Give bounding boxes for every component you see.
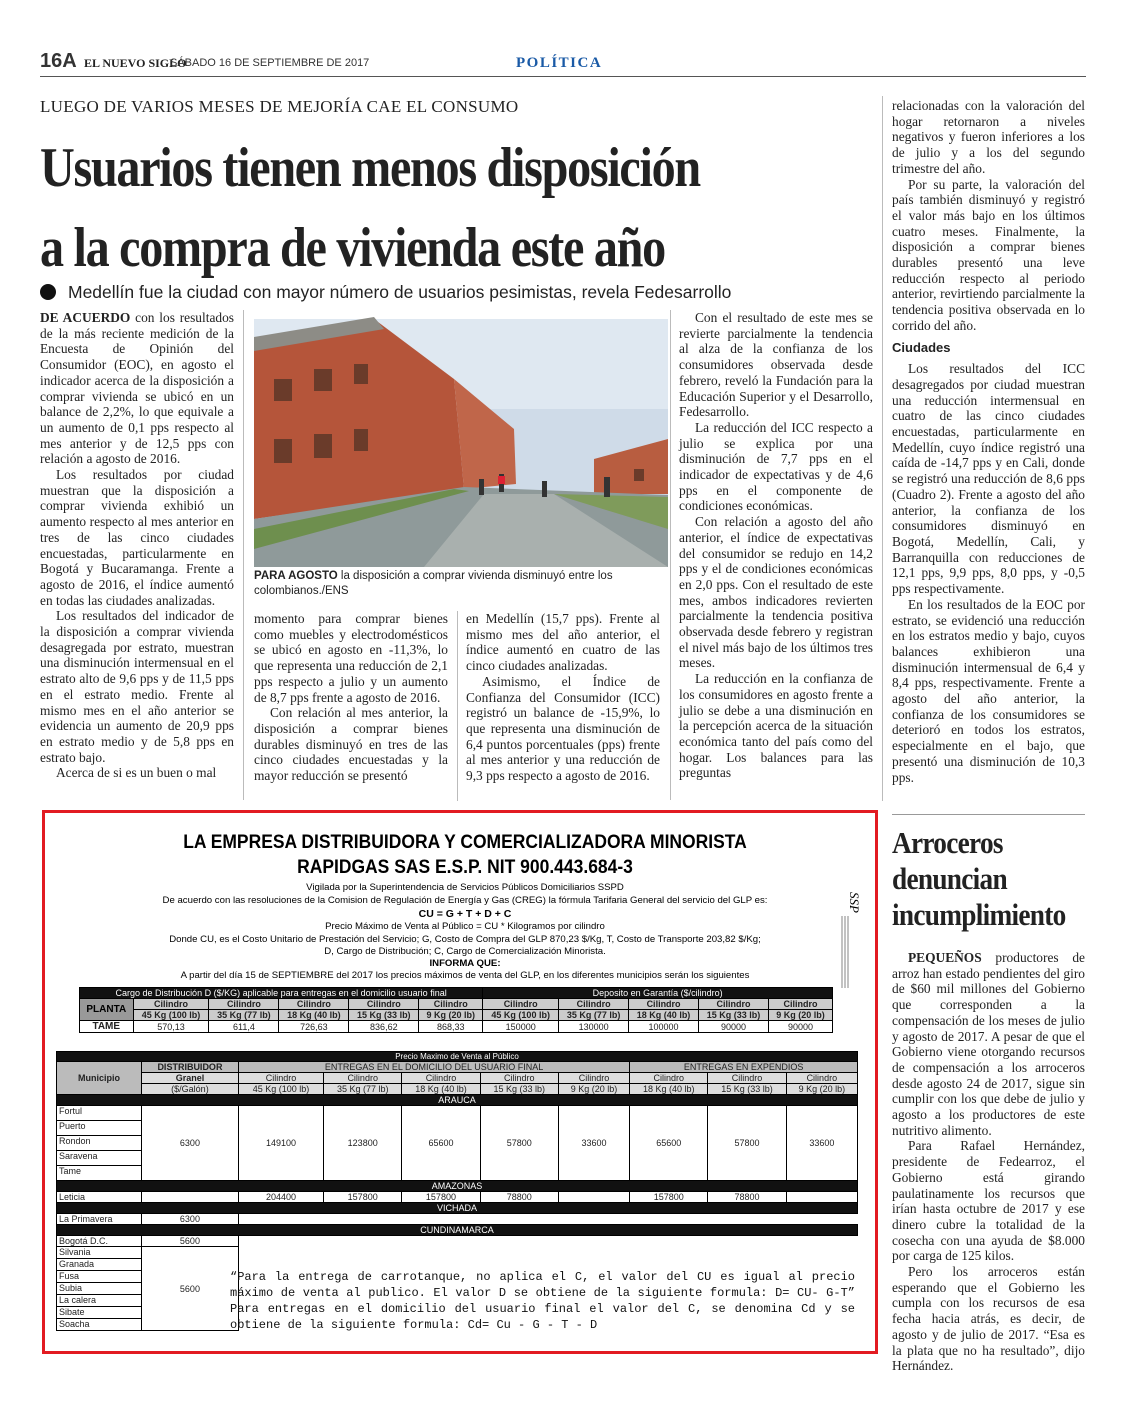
planta-header: PLANTA	[80, 999, 134, 1021]
region-header: AMAZONAS	[57, 1181, 858, 1192]
town-list	[57, 1247, 142, 1331]
paragraph: Con relación al mes anterior, la disposición a comprar bienes durables disminuyó en tres de las cinco ciudades encuestadas y la mayor reducción se presentó	[254, 705, 448, 784]
size-header: 9 Kg (20 lb)	[768, 1010, 832, 1021]
size-header: 45 Kg (100 lb)	[483, 1010, 559, 1021]
size-header: Cilindro	[238, 1073, 323, 1084]
town-name: Sibate	[57, 1307, 141, 1319]
table-header: Cargo de Distribución D ($/KG) aplicable para entregas en el domicilio usuario final	[80, 988, 483, 999]
distribuidor-header: DISTRIBUIDOR	[142, 1062, 239, 1073]
size-header: 18 Kg (40 lb)	[630, 1084, 708, 1095]
table-cell: 157800	[630, 1192, 708, 1203]
size-header: 35 Kg (77 lb)	[559, 1010, 629, 1021]
town-name: Saravena	[57, 1151, 141, 1166]
town-name: Silvania	[57, 1247, 141, 1259]
size-header: 35 Kg (77 lb)	[324, 1084, 402, 1095]
ad-footnote: “Para la entrega de carrotanque, no aplica el C, el valor del CU es igual al precio máximo de venta al publico. El valor D se obtiene de la siguiente formula: D= CU- G-T” Para entregas en el domicilio del usuario final el valor del C, se denomina Cd y se obtiene de la siguiente formula: Cd= Cu - G - T - D	[230, 1270, 855, 1332]
article-photo	[254, 319, 668, 567]
article-subhead	[40, 282, 731, 303]
paragraph: Con el resultado de este mes se revierte parcialmente la tendencia al alza de la confianza de los consumidores observada desde febrero, reveló la Fundación para la Educación Superior y el Desarrollo, Fedesarrollo.	[679, 310, 873, 420]
drop-lead: DE ACUERDO	[40, 310, 131, 325]
size-header: Cilindro	[629, 999, 699, 1010]
table-cell	[558, 1192, 629, 1203]
table-cell: 868,33	[419, 1021, 483, 1033]
paragraph	[892, 950, 1085, 1138]
table-cell: 5600	[142, 1247, 239, 1331]
table-cell: 611,4	[209, 1021, 279, 1033]
paragraph: Pero los arroceros están esperando que el Gobierno les cumpla con los recursos de esa fecha hacia atrás, es decir, de agosto y de julio de 2017. “Esa es la plata que no ha resultado”, dijo Hernández.	[892, 1264, 1085, 1374]
section-subhead: Ciudades	[892, 339, 951, 355]
size-header: Cilindro	[786, 1073, 857, 1084]
table-cell: 57800	[708, 1106, 786, 1181]
table-cell: 6300	[142, 1106, 239, 1181]
size-header: Cilindro	[558, 1073, 629, 1084]
size-header: Cilindro	[630, 1073, 708, 1084]
column-rule	[457, 611, 458, 801]
size-header: 15 Kg (33 lb)	[699, 1010, 769, 1021]
paragraph: Con relación a agosto del año anterior, el índice de expectativas del consumidor se redujo en 14,2 pps y el de condiciones económicas en 2,0 pps. Con el resultado de este mes, ambos indicadores revierten parcialmente la tendencia positiva observada desde febrero y registran el nivel más bajo de los últimos tres meses.	[679, 514, 873, 671]
town-name: Granada	[57, 1259, 141, 1271]
paragraph: en Medellín (15,7 pps). Frente al mismo mes del año anterior, el índice aumentó en cuatro de las cinco ciudades analizadas.	[466, 611, 660, 674]
page-number: 16A	[40, 50, 77, 72]
sidebar-article	[892, 950, 1085, 1374]
paragraph: La reducción en la confianza de los consumidores en agosto frente a julio se debe a una disminución en la percepción acerca de la situación económica tanto del país como del hogar. Los balances para las preguntas	[679, 671, 873, 781]
size-header: Cilindro	[324, 1073, 402, 1084]
article-column-3	[466, 611, 660, 784]
region-header: ARAUCA	[57, 1095, 858, 1106]
table-cell: 78800	[480, 1192, 558, 1203]
table-cell	[786, 1192, 857, 1203]
table-cell: 33600	[558, 1106, 629, 1181]
table-title: Precio Maximo de Venta al Público	[57, 1052, 858, 1062]
article-column-1	[40, 310, 234, 781]
ad-informa: INFORMA QUE:	[429, 958, 501, 969]
paragraph: Por su parte, la valoración del país también disminuyó y registró el valor más bajo en los últimos cuatro meses. Finalmente, la disposición a comprar bienes durables presentó una leve reducción respecto al periodo anterior, revirtiendo parcialmente la tendencia positiva observada en lo corrido del año.	[892, 176, 1085, 333]
granel-header: Granel	[142, 1073, 239, 1084]
paragraph: La reducción del ICC respecto a julio se explica por una disminución de 7,7 pps en el indicador de expectativas y de 4,6 pps en el componente de condiciones económicas.	[679, 419, 873, 514]
town-name: La Primavera	[57, 1214, 142, 1225]
ad-subtitle: RAPIDGAS SAS E.S.P. NIT 900.443.684-3	[297, 857, 633, 878]
size-header: 45 Kg (100 lb)	[133, 1010, 209, 1021]
table-cell: 90000	[699, 1021, 769, 1033]
sidebar-rule	[892, 814, 1085, 815]
paragraph: Para Rafael Hernández, presidente de Fedearroz, el Gobierno está girando paulatinamente los recursos que irían hasta octubre de 2017 y ese dinero cubre la totalidad de la cosecha con una ayuda de $8.000 por carga de 125 kilos.	[892, 1138, 1085, 1264]
table-cell: 157800	[324, 1192, 402, 1203]
region-header: VICHADA	[57, 1203, 858, 1214]
table-row	[57, 1236, 858, 1247]
article-column-2	[254, 611, 448, 784]
paragraph: Asimismo, el Índice de Confianza del Consumidor (ICC) registró un balance de -15,9%, lo que representa una disminución de 6,4 puntos porcentuales (pps) frente al mes anterior y una reducción de 9,3 pps respecto a agosto de 2016.	[466, 673, 660, 784]
paragraph: En los resultados de la EOC por estrato, se evidenció una reducción en los estratos medio y bajo, cuyos balances exhibieron una disminución intermensual de 6,4 y 8,4 pps, respectivamente. Frente a agosto del año anterior, la confianza de los consumidores se deterioró en todos los estratos, especialmente en el bajo, que presentó una disminución de 10,3 pps.	[892, 596, 1085, 785]
size-header: Cilindro	[209, 999, 279, 1010]
table-row	[57, 1106, 858, 1181]
town-name: Bogotá D.C.	[57, 1236, 142, 1247]
table-cell: 78800	[708, 1192, 786, 1203]
paragraph-text: con los resultados de la más reciente medición de la Encuesta de Opinión del Consumidor (EOC), en agosto el indicador acerca de la disposición a comprar vivienda se ubicó en un balance de 2,2%, lo que equivale a un aumento de 0,1 pps respecto al mes anterior y de 12,5 pps con relación a agosto de 2016.	[40, 310, 234, 467]
size-header: Cilindro	[699, 999, 769, 1010]
masthead-rule	[40, 76, 1086, 77]
table-cell	[142, 1192, 239, 1203]
size-header: 15 Kg (33 lb)	[349, 1010, 419, 1021]
ad-formula: CU = G + T + D + C	[418, 908, 512, 920]
table-cell: 150000	[483, 1021, 559, 1033]
paragraph: Los resultados por ciudad muestran que la disposición a comprar vivienda exhibió un aumento respecto al mes anterior en tres de las cinco ciudades encuestadas, particularmente en Bogotá y Bucaramanga. Frente a agosto de 2016, el índice aumentó en todas las ciudades analizadas.	[40, 467, 234, 608]
article-kicker: LUEGO DE VARIOS MESES DE MEJORÍA CAE EL CONSUMO	[40, 97, 519, 116]
subhead-text: Medellín fue la ciudad con mayor número de usuarios pesimistas, revela Fedesarrollo	[68, 282, 732, 302]
article-headline	[40, 128, 883, 288]
town-name: Fusa	[57, 1271, 141, 1283]
table-cell: 149100	[238, 1106, 323, 1181]
ssp-logo-text: SSP	[847, 892, 862, 913]
empty-cell	[238, 1214, 857, 1225]
ad-line: De acuerdo con las resoluciones de la Comision de Regulación de Energía y Gas (CREG) la fórmula Tarifaria General del servicio del GLP es:	[162, 895, 768, 906]
table-row	[80, 1021, 833, 1033]
town-name: Tame	[59, 1166, 82, 1176]
table-cell: 6300	[142, 1214, 239, 1225]
town-name: La calera	[57, 1295, 141, 1307]
size-header: Cilindro	[708, 1073, 786, 1084]
domicilio-header: ENTREGAS EN EL DOMICILIO DEL USUARIO FINAL	[238, 1062, 629, 1073]
article-column-5	[892, 98, 1085, 785]
town-name: Rondon	[57, 1136, 141, 1151]
size-header: Cilindro	[483, 999, 559, 1010]
paragraph	[40, 310, 234, 467]
table-cell: 157800	[402, 1192, 480, 1203]
table-cell: 726,63	[279, 1021, 349, 1033]
housing-street-photo	[254, 319, 668, 567]
size-header: 45 Kg (100 lb)	[238, 1084, 323, 1095]
sidebar-headline: Arroceros denuncian incumplimiento	[892, 825, 1066, 932]
table-row	[57, 1192, 858, 1203]
town-name: Fortul	[57, 1106, 141, 1121]
table-cell: 33600	[786, 1106, 857, 1181]
size-header: 9 Kg (20 lb)	[786, 1084, 857, 1095]
paragraph: Los resultados del ICC desagregados por ciudad muestran una reducción intermensual en cuatro de las cinco ciudades encuestadas, particularmente en Medellín, cuyo índice registró una caída de -14,7 pps y en Cali, donde se registró una reducción de 8,6 pps (Cuadro 2). Frente a agosto del año anterior, la confianza de los consumidores disminuyó en Bogotá, Medellín, Cali, y Barranquilla con reducciones de 12,1 pps, 9,9 pps, 8,0 pps, y -0,5 pps respectivamente.	[892, 361, 1085, 597]
size-header: Cilindro	[559, 999, 629, 1010]
size-header: Cilindro	[133, 999, 209, 1010]
paragraph: Acerca de si es un buen o mal	[56, 765, 217, 781]
paragraph-text: productores de arroz han estado pendientes del giro de $60 mil millones del Gobierno que corresponden a la compensación de los meses de julio y agosto de 2017. A pesar de que el Gobierno viene otorgando recursos de compensación a los arroceros desde agosto 24 de 2017, sigue sin cumplir con los que debe de julio y agosto a los productores de este nutritivo alimento.	[892, 950, 1085, 1138]
table-cell: 204400	[238, 1192, 323, 1203]
table-row	[57, 1214, 858, 1225]
paragraph: Los resultados del indicador de la disposición a comprar vivienda desagregada por estrato, muestran una disminución intermensual en el estrato alto de 9,6 pps y de 11,5 pps en el estrato medio. Frente al mismo mes en el año anterior se evidencia un aumento de 20,9 pps en estrato medio y de 5,8 pps en estrato bajo.	[40, 608, 234, 765]
newspaper-name: EL NUEVO SIGLO	[84, 56, 187, 70]
town-name: Subia	[57, 1283, 141, 1295]
ad-line: D, Cargo de Distribución; C, Cargo de Comercialización Minorista.	[324, 946, 606, 957]
photo-caption	[254, 569, 668, 599]
size-header: Cilindro	[402, 1073, 480, 1084]
municipio-header: Municipio	[57, 1062, 142, 1095]
caption-text: la disposición a comprar vivienda disminuyó entre los colombianos./ENS	[254, 570, 613, 597]
size-header: Cilindro	[419, 999, 483, 1010]
size-header: Cilindro	[349, 999, 419, 1010]
size-header: Cilindro	[279, 999, 349, 1010]
row-label: TAME	[80, 1021, 134, 1033]
table-cell: 5600	[142, 1236, 239, 1247]
size-header: 9 Kg (20 lb)	[558, 1084, 629, 1095]
ad-title: LA EMPRESA DISTRIBUIDORA Y COMERCIALIZADORA MINORISTA	[183, 832, 747, 853]
size-header: 18 Kg (40 lb)	[629, 1010, 699, 1021]
region-header: CUNDINAMARCA	[57, 1225, 858, 1236]
size-header: 18 Kg (40 lb)	[279, 1010, 349, 1021]
bullet-icon	[40, 284, 56, 300]
caption-lead: PARA AGOSTO	[254, 570, 338, 582]
ad-line: Donde CU, es el Costo Unitario de Prestación del Servicio; G, Costo de Compra del GLP 870,23 $/Kg, T, Costo de Transporte 203,82 $/Kg;	[169, 934, 761, 945]
size-header: 15 Kg (33 lb)	[480, 1084, 558, 1095]
size-header: 9 Kg (20 lb)	[419, 1010, 483, 1021]
size-header: Cilindro	[768, 999, 832, 1010]
drop-lead: PEQUEÑOS	[908, 950, 982, 965]
table-cell: 836,62	[349, 1021, 419, 1033]
section-name: POLÍTICA	[516, 55, 603, 71]
granel-unit: ($/Galón)	[142, 1084, 239, 1095]
paragraph: momento para comprar bienes como muebles y electrodomésticos se ubicó en agosto en -11,3%, lo que representa una reducción de 2,1 pps respecto a julio y un aumento de 8,7 pps frente a agosto de 2016.	[254, 611, 448, 705]
table-cell: 130000	[559, 1021, 629, 1033]
headline-line-1: Usuarios tienen menos disposición	[40, 137, 700, 199]
ad-line: Precio Máximo de Venta al Público = CU * Kilogramos por cilindro	[325, 921, 605, 932]
table-cell: 570,13	[133, 1021, 209, 1033]
town-list	[57, 1106, 142, 1181]
column-rule	[882, 96, 883, 801]
size-header: 35 Kg (77 lb)	[209, 1010, 279, 1021]
size-header: Cilindro	[480, 1073, 558, 1084]
headline-line-2: a la compra de vivienda este año	[40, 217, 665, 279]
table-cell: 123800	[324, 1106, 402, 1181]
ssp-logo	[838, 890, 862, 990]
paragraph: relacionadas con la valoración del hogar retornaron a niveles negativos y fueron inferiores a los de julio y a los del segundo trimestre del año.	[892, 98, 1085, 176]
article-column-4	[679, 310, 873, 781]
size-header: 15 Kg (33 lb)	[708, 1084, 786, 1095]
issue-date: SÁBADO 16 DE SEPTIEMBRE DE 2017	[170, 57, 370, 69]
distribution-charge-table	[79, 987, 833, 1033]
expendios-header: ENTREGAS EN EXPENDIOS	[630, 1062, 858, 1073]
table-header: Deposito en Garantía ($/cilindro)	[483, 988, 833, 999]
table-cell: 90000	[768, 1021, 832, 1033]
ad-line: A partir del día 15 de SEPTIEMBRE del 2017 los precios máximos de venta del GLP, en los diferentes municipios serán los siguientes	[180, 970, 750, 981]
ad-line: Vigilada por la Superintendencia de Servicios Públicos Domiciliarios SSPD	[306, 882, 624, 893]
size-header: 18 Kg (40 lb)	[402, 1084, 480, 1095]
table-cell: 65600	[402, 1106, 480, 1181]
column-rule	[243, 310, 244, 800]
table-cell: 65600	[630, 1106, 708, 1181]
table-cell: 57800	[480, 1106, 558, 1181]
town-name: Soacha	[59, 1319, 90, 1329]
column-rule	[670, 310, 671, 800]
table-cell: 100000	[629, 1021, 699, 1033]
town-name: Puerto	[57, 1121, 141, 1136]
town-name: Leticia	[57, 1192, 142, 1203]
